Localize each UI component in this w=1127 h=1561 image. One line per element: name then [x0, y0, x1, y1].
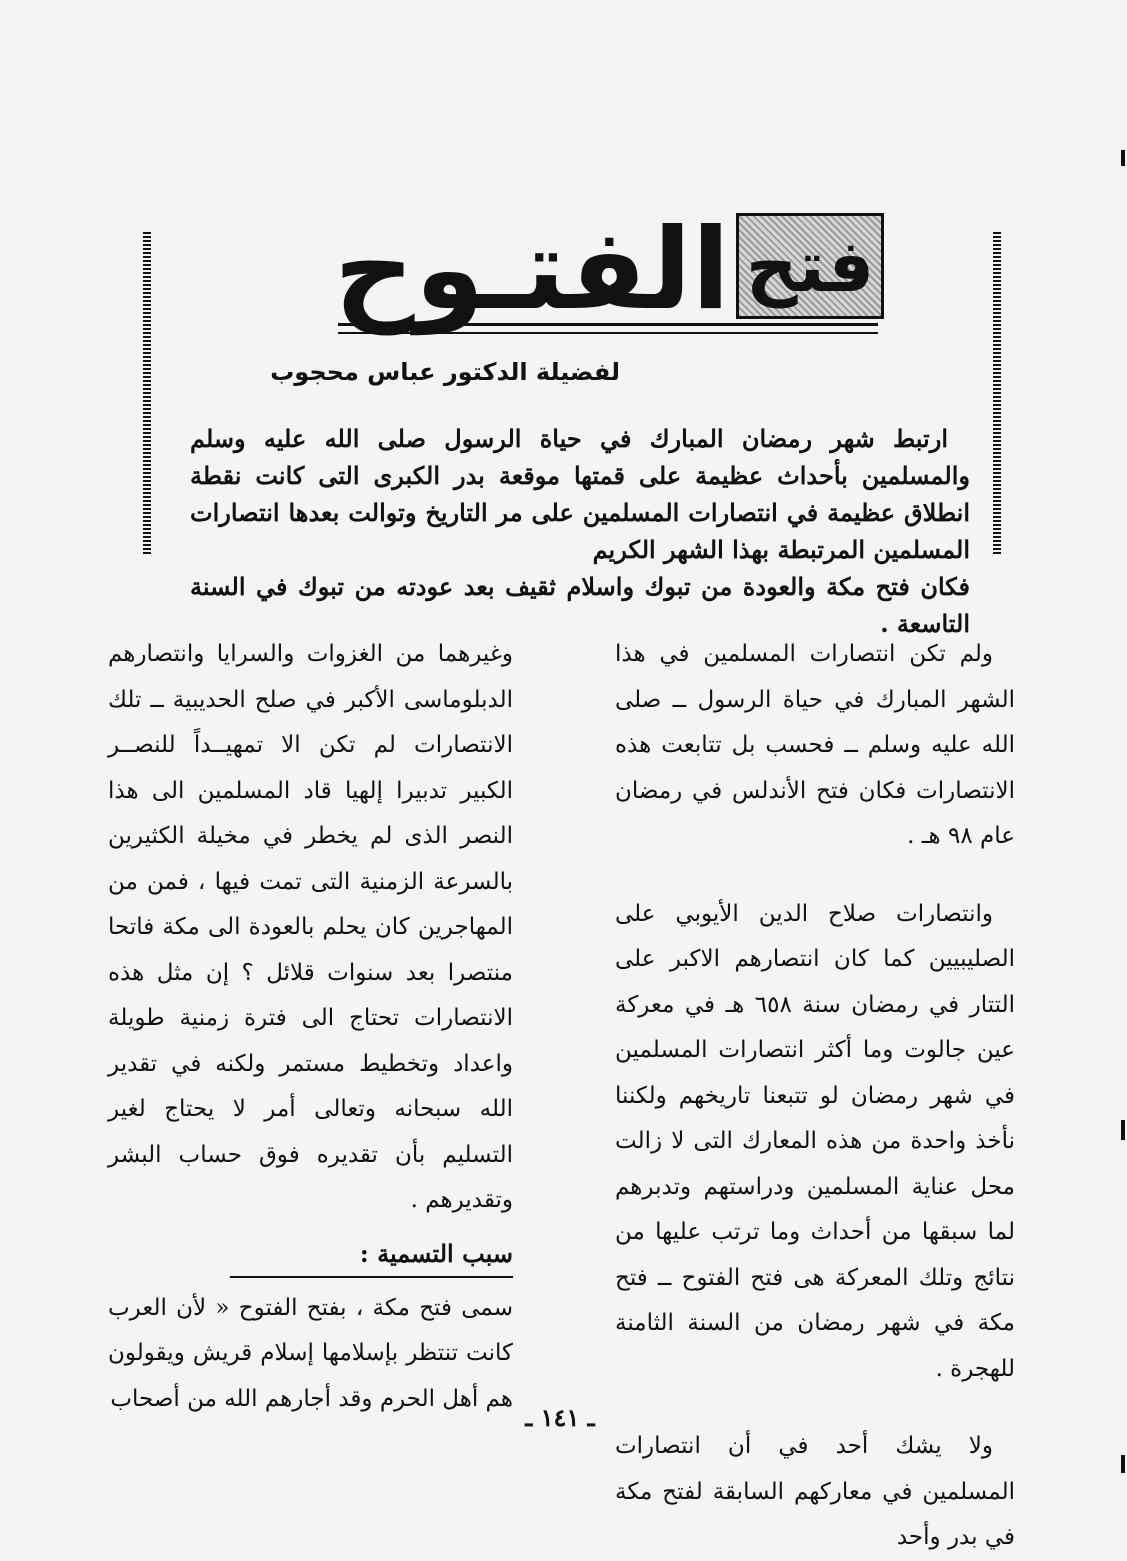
- body-paragraph: ولم تكن انتصارات المسلمين في هذا الشهر المبارك في حياة الرسول ــ صلى الله عليه وسلم ــ فحسب بل تتابعت هذه الانتصارات فكان فتح الأندلس في رمضان عام ٩٨ هـ .: [615, 641, 1015, 849]
- edge-mark: [1121, 1455, 1125, 1473]
- article-title: [330, 205, 890, 365]
- right-column: [615, 632, 1015, 1561]
- section-heading: سبب التسمية :: [230, 1234, 513, 1278]
- title-underline: [338, 323, 878, 334]
- title-box-word: فتح: [745, 224, 875, 308]
- title-box: [736, 213, 884, 319]
- left-column: [108, 632, 513, 1422]
- decorative-vertical-rule-right: [993, 232, 1001, 554]
- page-number: ـ ١٤١ ـ: [525, 1403, 595, 1432]
- intro-text: فكان فتح مكة والعودة من تبوك واسلام ثقيف بعد عودته من تبوك في السنة التاسعة .: [190, 572, 970, 638]
- edge-mark: [1121, 150, 1125, 166]
- edge-mark: [1121, 1120, 1125, 1140]
- title-main-word: الفتـوح: [334, 205, 730, 335]
- body-paragraph: سمى فتح مكة ، بفتح الفتوح « لأن العرب كانت تنتظر بإسلامها إسلام قريش ويقولون هم أهل الحرم وقد أجارهم الله من أصحاب: [108, 1294, 513, 1412]
- body-paragraph: وغيرهما من الغزوات والسرايا وانتصارهم الدبلوماسى الأكبر في صلح الحديبية ــ تلك الانتصارات لم تكن الا تمهيــداً للنصــر الكبير تدبيرا إلهيا قاد المسلمين الى هذا النصر الذى لم يخطر في مخيلة الكثيرين بالسرعة الزمنية التى تمت فيها ، فمن من المهاجرين كان يحلم بالعودة الى مكة فاتحا منتصرا بعد سنوات قلائل ؟ إن مثل هذه الانتصارات تحتاج الى فترة زمنية طويلة واعداد وتخطيط مستمر ولكنه في تقدير الله سبحانه وتعالى أمر لا يحتاج لغير التسليم بأن تقديره فوق حساب البشر وتقديرهم .: [108, 641, 513, 1213]
- body-paragraph: وانتصارات صلاح الدين الأيوبي على الصليبيين كما كان انتصارهم الاكبر على التتار في رمضان سنة ٦٥٨ هـ في معركة عين جالوت وما أكثر انتصارات المسلمين في شهر رمضان لو تتبعنا تاريخهم ولكننا نأخذ واحدة من هذه المعارك التى لا زالت محل عناية المسلمين ودراستهم وتدبرهم لما سبقها من أحداث وما ترتب عليها من نتائج وتلك المعركة هى فتح الفتوح ــ فتح مكة في شهر رمضان من السنة الثامنة للهجرة .: [615, 900, 1015, 1382]
- body-paragraph: ولا يشك أحد في أن انتصارات المسلمين في معاركهم السابقة لفتح مكة في بدر وأحد: [615, 1433, 1015, 1550]
- decorative-vertical-rule-left: [143, 232, 151, 554]
- author-byline: لفضيلة الدكتور عباس محجوب: [270, 358, 620, 386]
- intro-paragraph: [190, 420, 970, 638]
- intro-text: ارتبط شهر رمضان المبارك في حياة الرسول صلى الله عليه وسلم والمسلمين بأحداث عظيمة على قمتها موقعة بدر الكبرى التى كانت نقطة انطلاق عظيمة في انتصارات المسلمين على مر التاريخ وتوالت بعدها انتصارات المسلمين المرتبطة بهذا الشهر الكريم: [190, 424, 970, 564]
